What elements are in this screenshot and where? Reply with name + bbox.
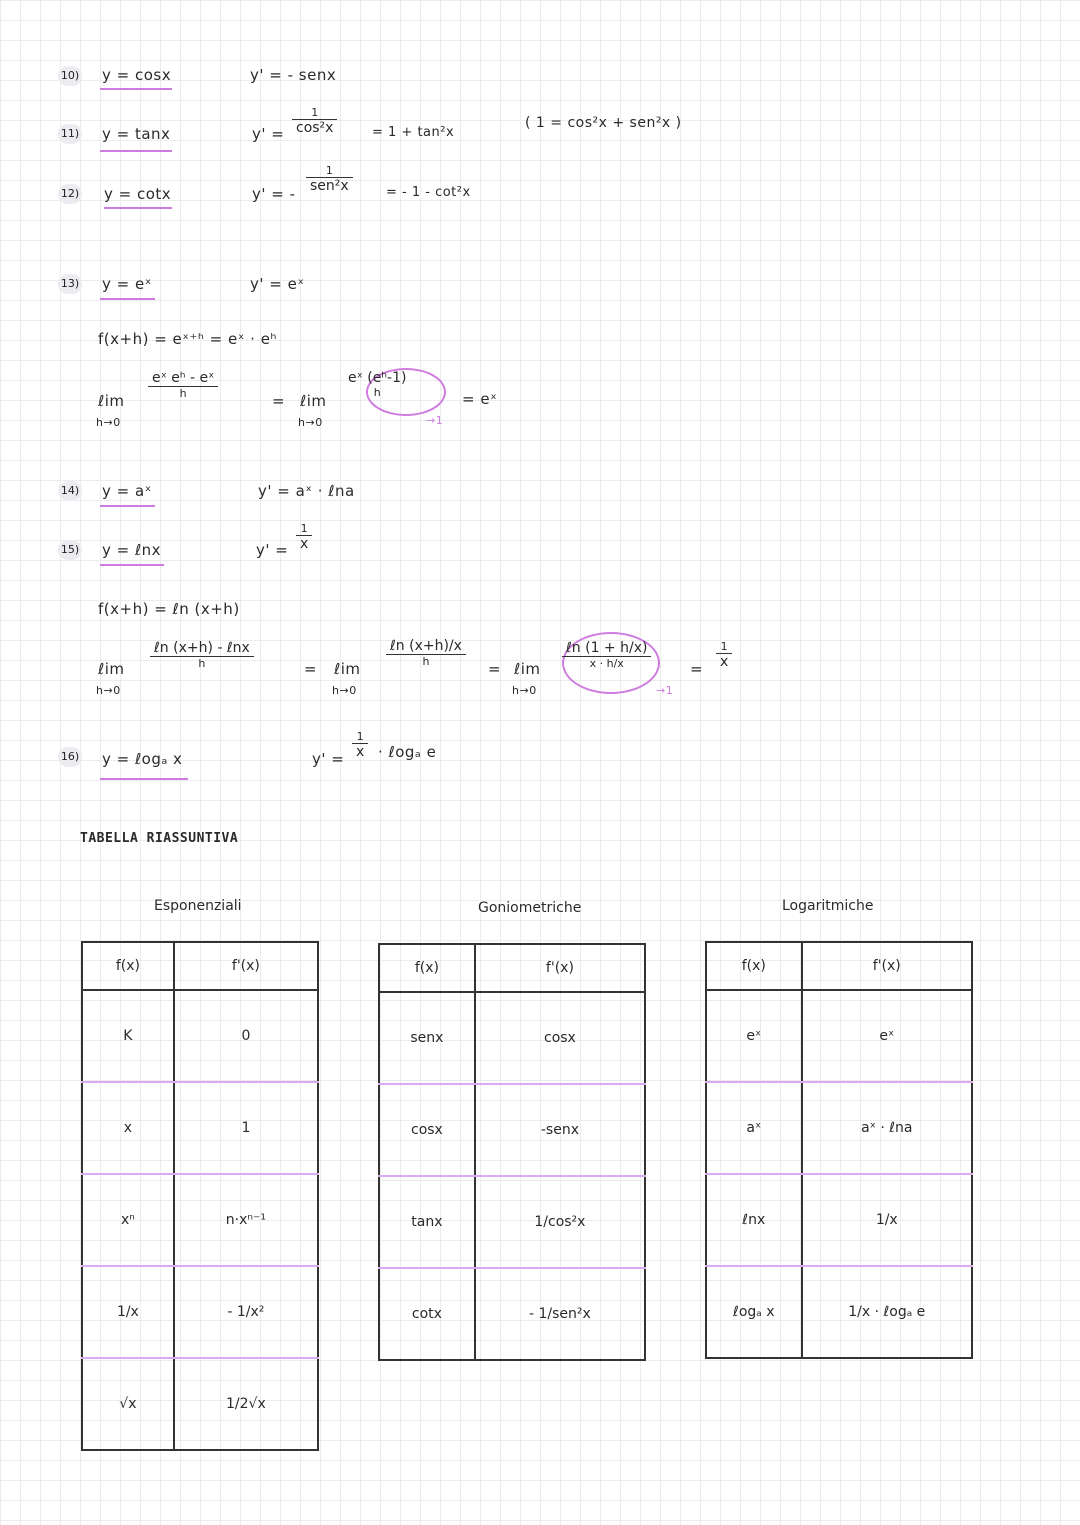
limit-subscript: h→0 bbox=[512, 684, 537, 697]
rule-identity: = 1 + tan²x bbox=[372, 125, 455, 140]
table-cell: n·xⁿ⁻¹ bbox=[174, 1174, 318, 1266]
fraction-denominator: x bbox=[720, 654, 729, 670]
function-underline bbox=[100, 778, 188, 780]
fraction-denominator: h bbox=[422, 655, 430, 668]
table-exponential bbox=[81, 941, 319, 1451]
table-row bbox=[706, 1266, 972, 1358]
limit-subscript: h→0 bbox=[332, 684, 357, 697]
table-cell: cosx bbox=[475, 992, 645, 1084]
rule-function: y = ℓnx bbox=[102, 541, 162, 559]
table-cell: xⁿ bbox=[82, 1174, 174, 1266]
rule-number: 10) bbox=[58, 66, 82, 86]
proof-expansion: f(x+h) = eˣ⁺ʰ = eˣ · eʰ bbox=[98, 330, 277, 348]
table-cell: √x bbox=[119, 1396, 137, 1412]
rule-function: y = tanx bbox=[102, 125, 171, 143]
derivative-fraction bbox=[292, 106, 337, 136]
limit-result-fraction bbox=[716, 640, 732, 670]
fraction-numerator: 1 bbox=[716, 640, 732, 654]
table-row bbox=[706, 990, 972, 1082]
function-underline bbox=[100, 88, 172, 90]
table-cell: cosx bbox=[379, 1084, 475, 1176]
table-cell: ℓogₐ x bbox=[733, 1304, 775, 1320]
table-row bbox=[82, 1266, 318, 1358]
rule-identity: = - 1 - cot²x bbox=[386, 185, 471, 200]
table-row bbox=[82, 1358, 318, 1450]
function-underline bbox=[100, 564, 164, 566]
proof-expansion: f(x+h) = ℓn (x+h) bbox=[98, 600, 240, 618]
table-cell: K bbox=[82, 990, 174, 1082]
fraction-denominator: h bbox=[373, 386, 381, 399]
fraction-denominator: cos²x bbox=[296, 120, 334, 136]
column-header: f'(x) bbox=[475, 944, 645, 992]
column-header: f'(x) bbox=[802, 942, 972, 990]
table-cell: - 1/sen²x bbox=[475, 1268, 645, 1360]
equals-sign: = bbox=[272, 392, 286, 410]
rule-derivative-lhs: y' = bbox=[252, 125, 285, 143]
summary-title: TABELLA RIASSUNTIVA bbox=[80, 831, 239, 846]
table-cell: eˣ bbox=[802, 990, 972, 1082]
equals-sign: = bbox=[304, 660, 318, 678]
table-cell: 1/x · ℓogₐ e bbox=[802, 1266, 972, 1358]
table-cell: senx bbox=[379, 992, 475, 1084]
column-header: f(x) bbox=[379, 944, 475, 992]
fraction-numerator: eˣ eʰ - eˣ bbox=[148, 370, 218, 387]
fraction-denominator: x · h/x bbox=[589, 657, 624, 670]
table-cell: 0 bbox=[174, 990, 318, 1082]
column-header: f'(x) bbox=[174, 942, 318, 990]
fraction-denominator: x bbox=[356, 744, 365, 760]
rule-number: 15) bbox=[58, 540, 82, 560]
table-logarithmic bbox=[705, 941, 973, 1359]
fraction-numerator: 1 bbox=[306, 164, 353, 178]
fraction-denominator: h bbox=[198, 657, 206, 670]
function-underline bbox=[104, 207, 172, 209]
column-header: f(x) bbox=[706, 942, 802, 990]
table-cell: tanx bbox=[379, 1176, 475, 1268]
table-cell: cotx bbox=[411, 1306, 442, 1322]
table-row bbox=[82, 1174, 318, 1266]
table-row bbox=[706, 1174, 972, 1266]
derivative-fraction bbox=[352, 730, 368, 760]
table-row bbox=[379, 1176, 645, 1268]
tends-to-one: →1 bbox=[426, 414, 444, 427]
table-cell: 1/2√x bbox=[174, 1358, 318, 1450]
equals-sign: = bbox=[690, 660, 704, 678]
limit-fraction bbox=[148, 370, 218, 400]
rule-derivative-tail: · ℓogₐ e bbox=[378, 743, 437, 761]
limit-label: ℓim bbox=[514, 660, 541, 678]
fraction-numerator: ℓn (x+h) - ℓnx bbox=[150, 640, 254, 657]
rule-derivative: y' = - senx bbox=[250, 66, 337, 84]
function-underline bbox=[100, 505, 155, 507]
limit-fraction bbox=[562, 640, 651, 670]
table-cell: 1/cos²x bbox=[475, 1176, 645, 1268]
fraction-numerator: ℓn (1 + h/x) bbox=[562, 640, 651, 657]
rule-function: y = cosx bbox=[102, 66, 172, 84]
table-cell: - 1/x² bbox=[174, 1266, 318, 1358]
rule-number: 13) bbox=[58, 274, 82, 294]
table-row bbox=[379, 992, 645, 1084]
rule-function: y = ℓogₐ x bbox=[102, 750, 183, 768]
derivative-fraction bbox=[306, 164, 353, 194]
limit-label: ℓim bbox=[98, 392, 125, 410]
rule-number: 14) bbox=[58, 481, 82, 501]
fraction-numerator: ℓn (x+h)/x bbox=[386, 638, 466, 655]
rule-number: 16) bbox=[58, 747, 82, 767]
rule-function: y = aˣ bbox=[102, 482, 152, 500]
rule-derivative: y' = aˣ · ℓna bbox=[258, 482, 355, 500]
rule-derivative-lhs: y' = bbox=[312, 750, 345, 768]
limit-result: = eˣ bbox=[462, 390, 498, 408]
limit-fraction bbox=[386, 638, 466, 668]
equals-sign: = bbox=[488, 660, 502, 678]
table-row bbox=[82, 990, 318, 1082]
rule-number: 11) bbox=[58, 124, 82, 144]
column-header: f(x) bbox=[82, 942, 174, 990]
derivative-fraction bbox=[296, 522, 312, 552]
table-cell: x bbox=[82, 1082, 174, 1174]
table-trigonometric bbox=[378, 943, 646, 1361]
fraction-denominator: x bbox=[300, 536, 309, 552]
limit-fraction bbox=[344, 370, 410, 399]
table-cell: 1/x bbox=[802, 1174, 972, 1266]
limit-label: ℓim bbox=[300, 392, 327, 410]
rule-derivative-lhs: y' = bbox=[256, 541, 289, 559]
table-cell: 1/x bbox=[82, 1266, 174, 1358]
fraction-denominator: h bbox=[179, 387, 187, 400]
limit-subscript: h→0 bbox=[96, 684, 121, 697]
rule-derivative-lhs: y' = - bbox=[252, 185, 296, 203]
table-cell: ℓnx bbox=[706, 1174, 802, 1266]
table-cell: 1 bbox=[174, 1082, 318, 1174]
limit-fraction bbox=[150, 640, 254, 670]
limit-label: ℓim bbox=[334, 660, 361, 678]
rule-function: y = cotx bbox=[104, 185, 172, 203]
rule-derivative: y' = eˣ bbox=[250, 275, 305, 293]
function-underline bbox=[100, 298, 155, 300]
table-cell: aˣ bbox=[706, 1082, 802, 1174]
table-title-logarithmic: Logaritmiche bbox=[782, 898, 874, 914]
table-row bbox=[379, 1268, 645, 1360]
rule-function: y = eˣ bbox=[102, 275, 152, 293]
fraction-numerator: eˣ (eʰ-1) bbox=[348, 370, 407, 386]
table-cell: -senx bbox=[475, 1084, 645, 1176]
rule-number: 12) bbox=[58, 184, 82, 204]
rule-note: ( 1 = cos²x + sen²x ) bbox=[525, 115, 682, 131]
table-row bbox=[379, 1084, 645, 1176]
table-row bbox=[82, 1082, 318, 1174]
function-underline bbox=[100, 150, 172, 152]
tends-to-one: →1 bbox=[656, 684, 674, 697]
table-cell: eˣ bbox=[706, 990, 802, 1082]
table-row bbox=[706, 1082, 972, 1174]
fraction-numerator: 1 bbox=[352, 730, 368, 744]
fraction-numerator: 1 bbox=[296, 522, 312, 536]
limit-subscript: h→0 bbox=[298, 416, 323, 429]
limit-subscript: h→0 bbox=[96, 416, 121, 429]
fraction-denominator: sen²x bbox=[310, 178, 349, 194]
limit-label: ℓim bbox=[98, 660, 125, 678]
table-title-exponential: Esponenziali bbox=[154, 898, 242, 914]
fraction-numerator: 1 bbox=[292, 106, 337, 120]
table-title-trigonometric: Goniometriche bbox=[478, 900, 582, 916]
table-cell: aˣ · ℓna bbox=[802, 1082, 972, 1174]
